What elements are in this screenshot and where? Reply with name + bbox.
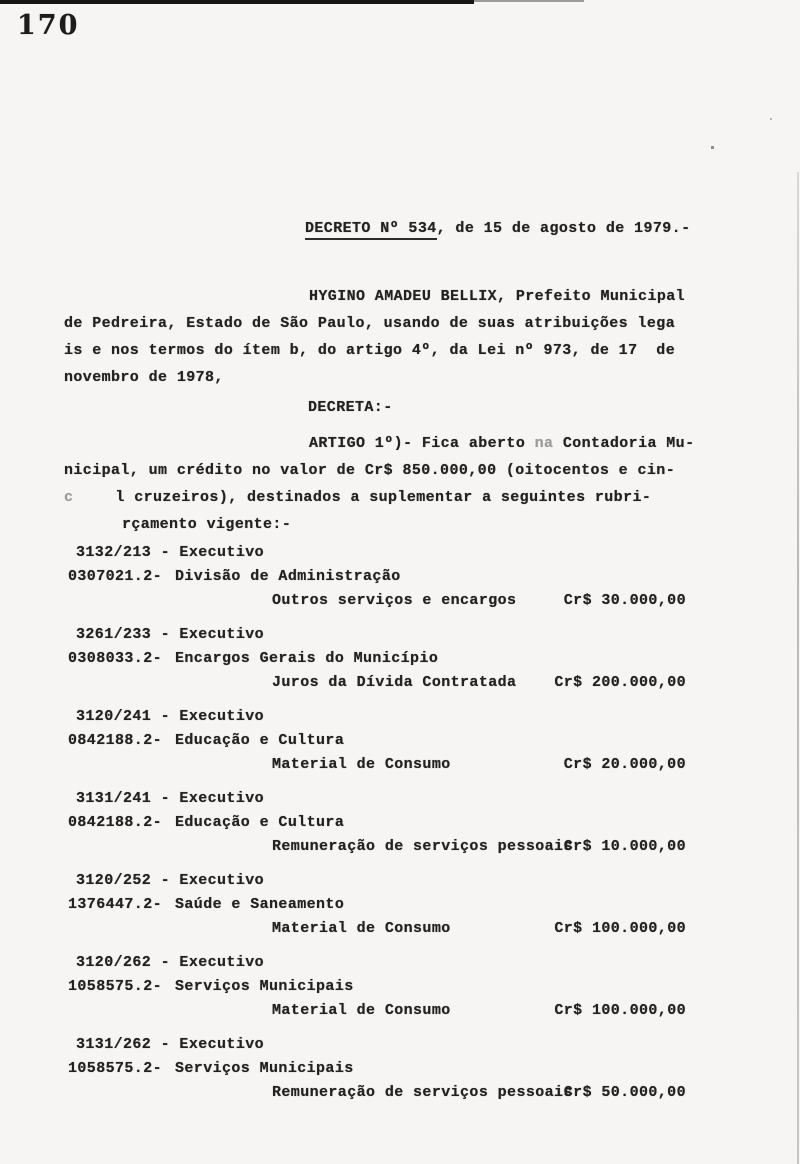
budget-item-category: Serviços Municipais <box>175 978 354 995</box>
preamble-line: HYGINO AMADEU BELLIX, Prefeito Municipal <box>309 288 686 305</box>
budget-item-category-line <box>64 565 724 589</box>
budget-item-code: 1058575.2- <box>68 1060 163 1077</box>
budget-item-category-line <box>64 647 724 671</box>
artigo-line: nicipal, um crédito no valor de Cr$ 850.000,00 (oitocentos e cin- <box>64 462 676 479</box>
budget-item <box>64 869 724 941</box>
budget-item-value: Cr$ 10.000,00 <box>563 838 686 855</box>
budget-item-detail: Remuneração de serviços pessoais <box>272 838 573 855</box>
budget-item-value: Cr$ 100.000,00 <box>554 1002 686 1019</box>
budget-item-detail: Outros serviços e encargos <box>272 592 517 609</box>
budget-item-value: Cr$ 100.000,00 <box>554 920 686 937</box>
budget-item-code: 0308033.2- <box>68 650 163 667</box>
budget-item-detail: Material de Consumo <box>272 756 451 773</box>
budget-item-detail: Juros da Dívida Contratada <box>272 674 517 691</box>
artigo-line-segment: Contadoria Mu- <box>553 435 695 452</box>
budget-item-category-line <box>64 811 724 835</box>
budget-item <box>64 541 724 613</box>
decree-title-date: , de 15 de agosto de 1979.- <box>436 220 691 237</box>
artigo-line <box>64 484 694 511</box>
budget-item-value: Cr$ 20.000,00 <box>563 756 686 773</box>
budget-item-category: Saúde e Saneamento <box>175 896 345 913</box>
budget-item-category-line <box>64 1057 724 1081</box>
budget-item-category-line <box>64 893 724 917</box>
preamble-paragraph <box>64 283 685 391</box>
artigo-line: rçamento vigente:- <box>122 516 292 533</box>
budget-item <box>64 705 724 777</box>
decree-title <box>305 220 690 237</box>
budget-item-value: Cr$ 50.000,00 <box>563 1084 686 1101</box>
artigo-line-segment: l cruzeiros), destinados a suplementar a seguintes rubri- <box>115 489 652 506</box>
budget-item-code: 1058575.2- <box>68 978 163 995</box>
scan-speck <box>711 146 714 149</box>
budget-item-category-line <box>64 729 724 753</box>
scan-speck <box>770 118 772 120</box>
artigo-paragraph <box>64 430 694 538</box>
budget-item <box>64 623 724 695</box>
budget-item-code: 0307021.2- <box>68 568 163 585</box>
budget-item-header: 3261/233 - Executivo <box>76 626 265 643</box>
scan-artifact-top-bar-tail <box>474 0 584 2</box>
budget-item-category: Serviços Municipais <box>175 1060 354 1077</box>
budget-item-category: Divisão de Administração <box>175 568 401 585</box>
budget-item <box>64 787 724 859</box>
budget-item-category: Encargos Gerais do Município <box>175 650 439 667</box>
preamble-line: novembro de 1978, <box>64 369 224 386</box>
budget-item-value: Cr$ 200.000,00 <box>554 674 686 691</box>
artigo-line-faded-segment: na <box>534 435 554 452</box>
budget-item-value: Cr$ 30.000,00 <box>563 592 686 609</box>
artigo-line-faded-segment: c <box>64 489 74 506</box>
budget-item-header: 3131/262 - Executivo <box>76 1036 265 1053</box>
decree-title-number: DECRETO Nº 534 <box>305 220 437 240</box>
budget-item <box>64 951 724 1023</box>
budget-item-header: 3132/213 - Executivo <box>76 544 265 561</box>
budget-item-code: 0842188.2- <box>68 732 163 749</box>
budget-item-detail: Material de Consumo <box>272 1002 451 1019</box>
artigo-line-segment: ARTIGO 1º)- Fica aberto <box>309 435 535 452</box>
budget-item <box>64 1033 724 1105</box>
preamble-line: is e nos termos do ítem b, do artigo 4º, da Lei nº 973, de 17 de <box>64 342 676 359</box>
budget-item-category-line <box>64 975 724 999</box>
page-number: 170 <box>17 10 80 41</box>
scan-artifact-top-bar <box>0 0 474 4</box>
budget-item-detail: Material de Consumo <box>272 920 451 937</box>
budget-items-list <box>64 541 724 1115</box>
preamble-line: de Pedreira, Estado de São Paulo, usando de suas atribuições lega <box>64 315 676 332</box>
budget-item-detail: Remuneração de serviços pessoais <box>272 1084 573 1101</box>
scan-artifact-right-edge <box>797 172 799 1164</box>
budget-item-header: 3120/252 - Executivo <box>76 872 265 889</box>
budget-item-header: 3120/262 - Executivo <box>76 954 265 971</box>
decreta-heading: DECRETA:- <box>308 399 393 416</box>
budget-item-category: Educação e Cultura <box>175 814 345 831</box>
budget-item-code: 1376447.2- <box>68 896 163 913</box>
budget-item-category: Educação e Cultura <box>175 732 345 749</box>
artigo-line <box>309 430 694 457</box>
budget-item-code: 0842188.2- <box>68 814 163 831</box>
budget-item-header: 3131/241 - Executivo <box>76 790 265 807</box>
budget-item-header: 3120/241 - Executivo <box>76 708 265 725</box>
